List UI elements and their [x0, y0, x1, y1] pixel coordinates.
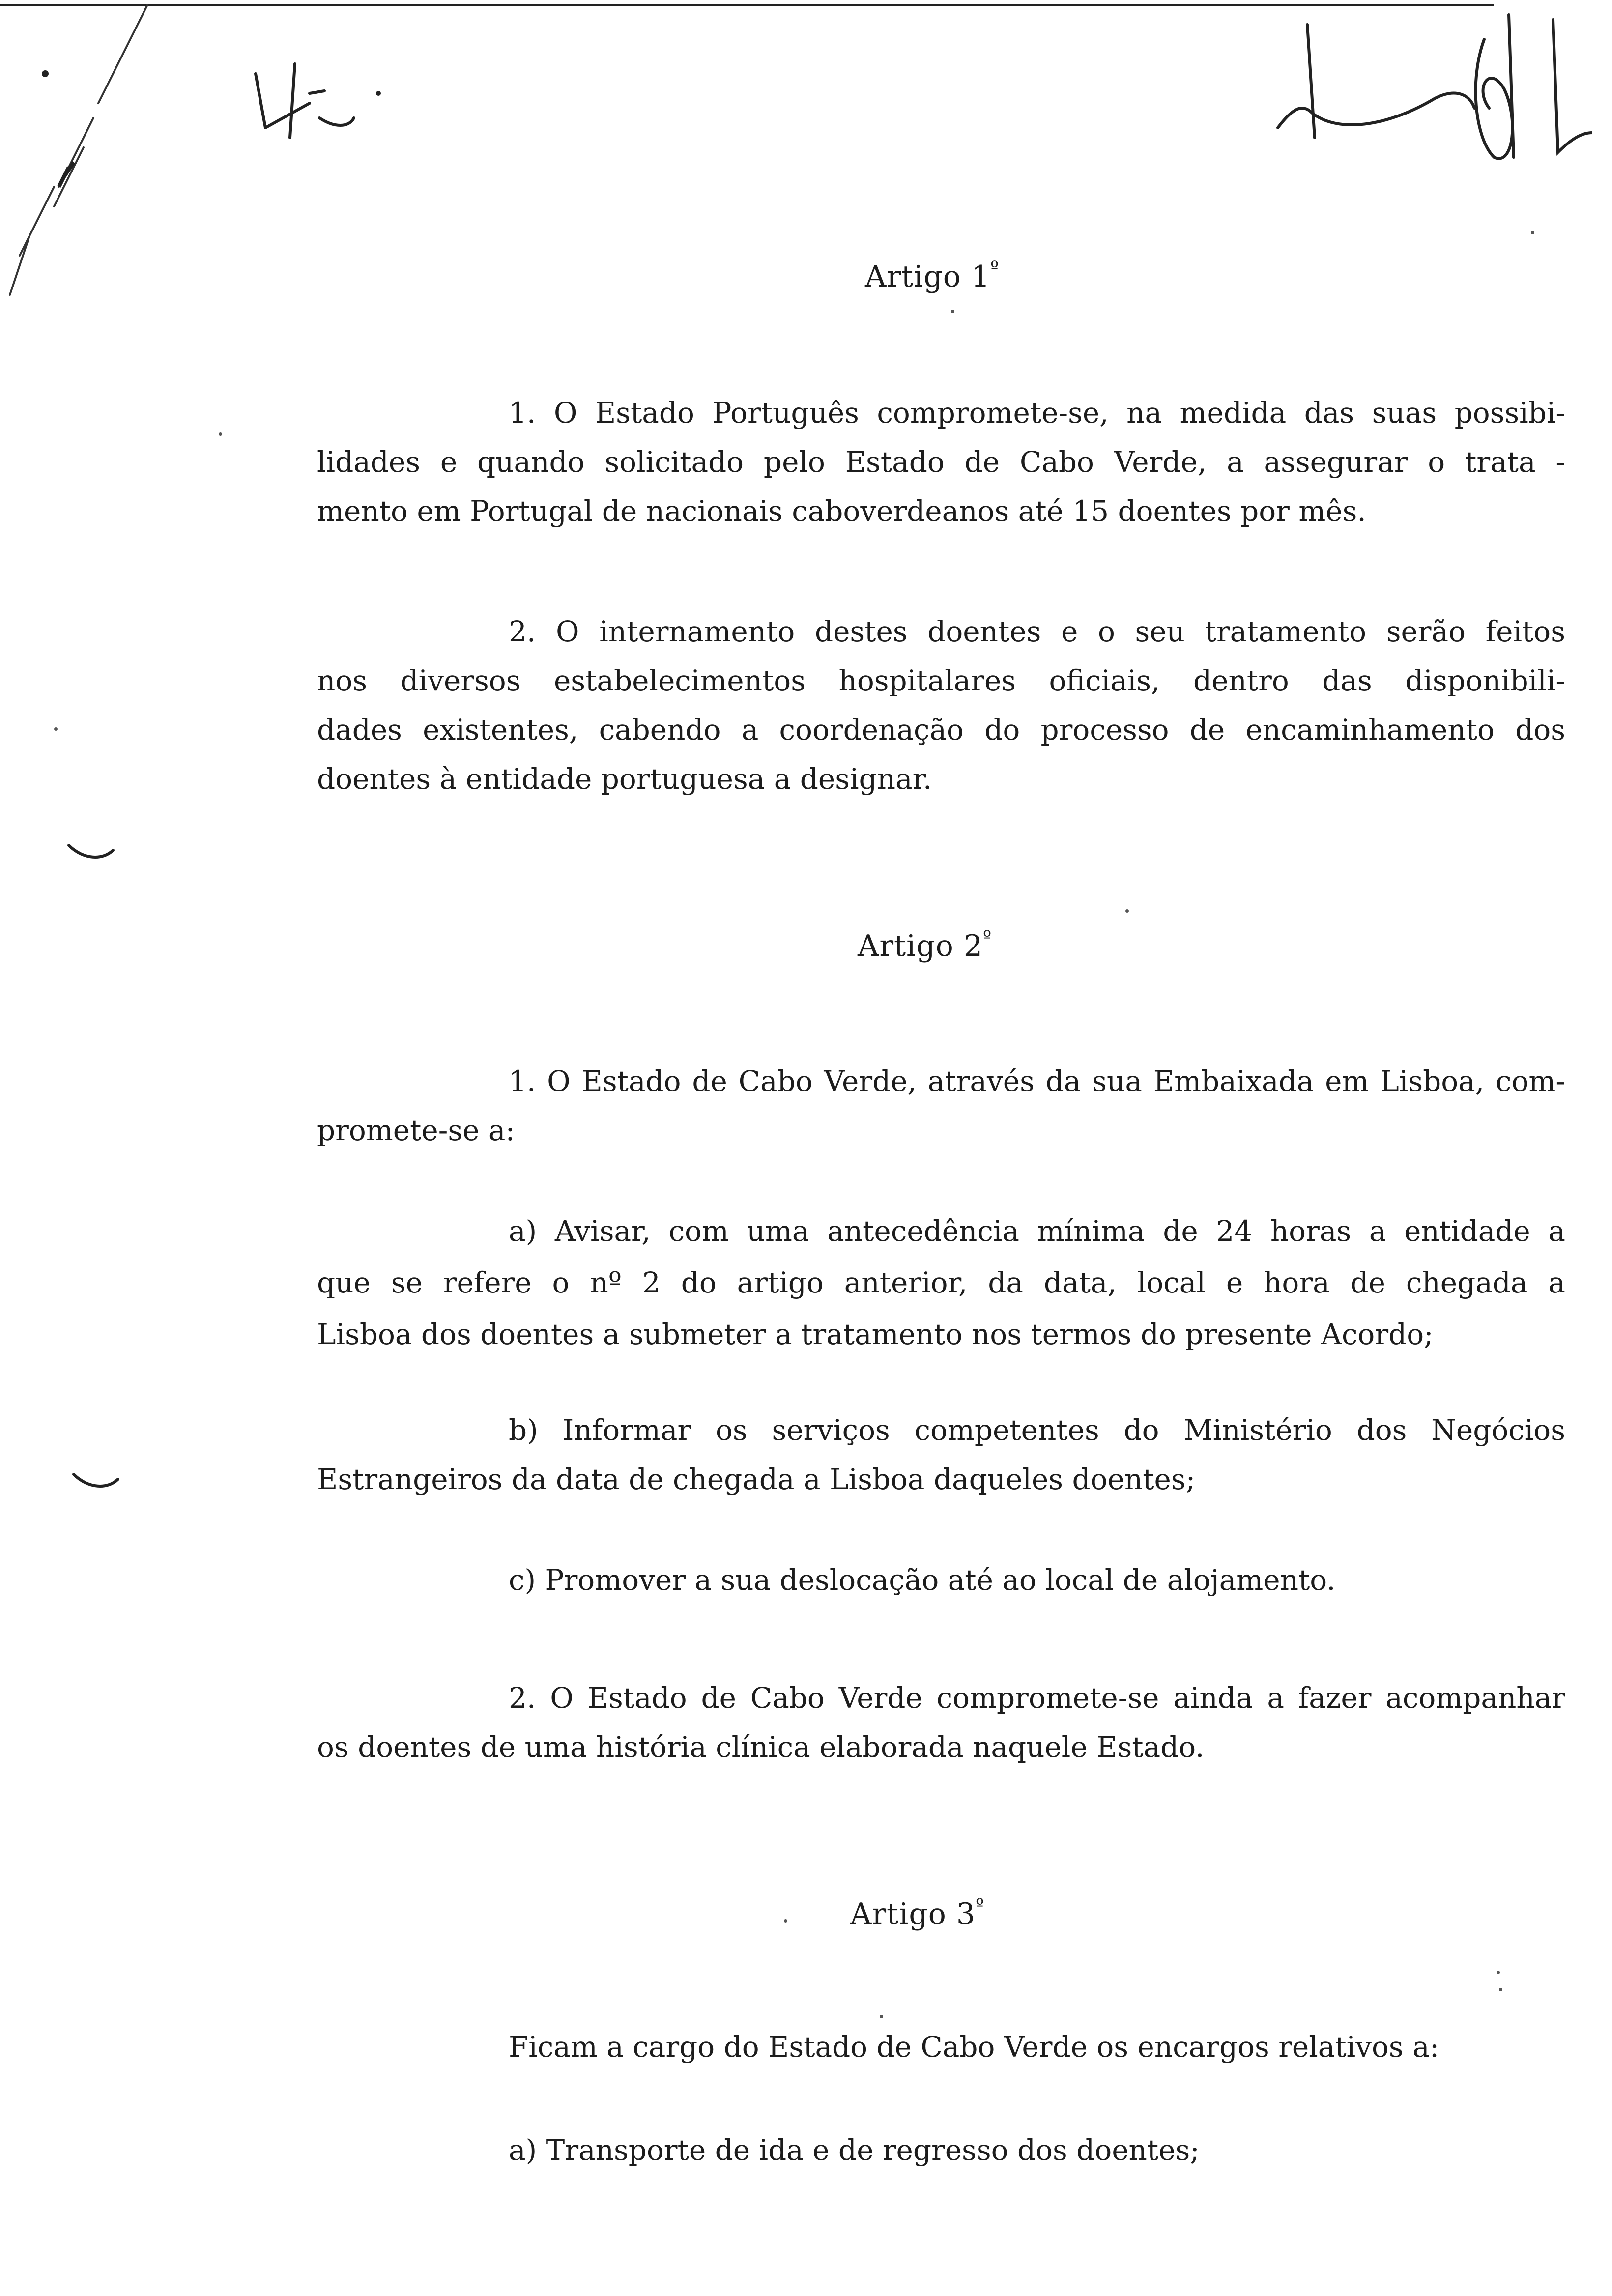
scan-speck	[54, 727, 58, 731]
scan-speck	[1531, 231, 1534, 234]
scan-speck	[1497, 1971, 1500, 1974]
article-3-intro: Ficam a cargo do Estado de Cabo Verde os encargos relativos a:	[509, 2030, 1439, 2064]
article-2-para-1-line-2: promete-se a:	[317, 1114, 515, 1147]
article-1-para-1-line-1: 1. O Estado Português compromete-se, na medida das suas possibi-	[509, 396, 1565, 430]
article-1-para-2-line-2: nos diversos estabelecimentos hospitalares oficiais, dentro das disponibili-	[317, 664, 1565, 697]
article-1-para-2-line-4: doentes à entidade portuguesa a designar.	[317, 762, 932, 796]
article-2-para-1-line-1: 1. O Estado de Cabo Verde, através da sua Embaixada em Lisboa, com-	[509, 1064, 1565, 1098]
article-2-item-b-line-1: b) Informar os serviços competentes do Ministério dos Negócios	[509, 1413, 1565, 1447]
article-2-item-a-line-2: que se refere o nº 2 do artigo anterior, da data, local e hora de chegada a	[317, 1266, 1565, 1299]
article-2-ordinal: º	[983, 927, 992, 947]
margin-bracket-mark-1	[64, 835, 118, 870]
article-2-heading-text: Artigo 2	[858, 929, 983, 963]
scan-speck	[784, 1919, 787, 1923]
handwritten-signature-right	[1258, 10, 1592, 172]
article-3-item-a: a) Transporte de ida e de regresso dos doentes;	[509, 2133, 1200, 2167]
article-2-para-2-line-2: os doentes de uma história clínica elaborada naquele Estado.	[317, 1730, 1205, 1764]
article-1-para-2-line-1: 2. O internamento destes doentes e o seu tratamento serão feitos	[509, 615, 1565, 648]
article-1-para-1-line-3: mento em Portugal de nacionais caboverdeanos até 15 doentes por mês.	[317, 494, 1366, 528]
article-2-item-a-line-3: Lisboa dos doentes a submeter a tratamento nos termos do presente Acordo;	[317, 1318, 1434, 1351]
article-2-item-a-line-1: a) Avisar, com uma antecedência mínima de 24 horas a entidade a	[509, 1214, 1565, 1248]
margin-bracket-mark-2	[69, 1464, 123, 1499]
article-3-ordinal: º	[976, 1895, 985, 1916]
article-1-para-2-line-3: dades existentes, cabendo a coordenação do processo de encaminhamento dos	[317, 713, 1565, 746]
scan-speck	[219, 432, 222, 436]
article-1-heading	[865, 259, 999, 294]
left-margin-pen-strokes	[0, 0, 167, 315]
article-1-para-1-line-2: lidades e quando solicitado pelo Estado de Cabo Verde, a assegurar o trata -	[317, 445, 1565, 479]
scan-speck	[1125, 909, 1129, 913]
article-3-heading	[850, 1897, 984, 1931]
scan-speck	[880, 2015, 883, 2018]
scan-speck	[951, 310, 954, 313]
article-2-heading	[858, 929, 992, 963]
article-1-heading-text: Artigo 1	[865, 259, 991, 294]
article-2-para-2-line-1: 2. O Estado de Cabo Verde compromete-se ainda a fazer acompanhar	[509, 1681, 1565, 1715]
article-1-ordinal: º	[990, 258, 1000, 278]
scan-speck	[1499, 1988, 1502, 1991]
top-border-line	[0, 4, 1494, 6]
handwritten-initials-left	[236, 44, 383, 152]
article-2-item-c-line-1: c) Promover a sua deslocação até ao local de alojamento.	[509, 1563, 1336, 1597]
article-3-heading-text: Artigo 3	[850, 1897, 976, 1931]
article-2-item-b-line-2: Estrangeiros da data de chegada a Lisboa daqueles doentes;	[317, 1463, 1196, 1496]
